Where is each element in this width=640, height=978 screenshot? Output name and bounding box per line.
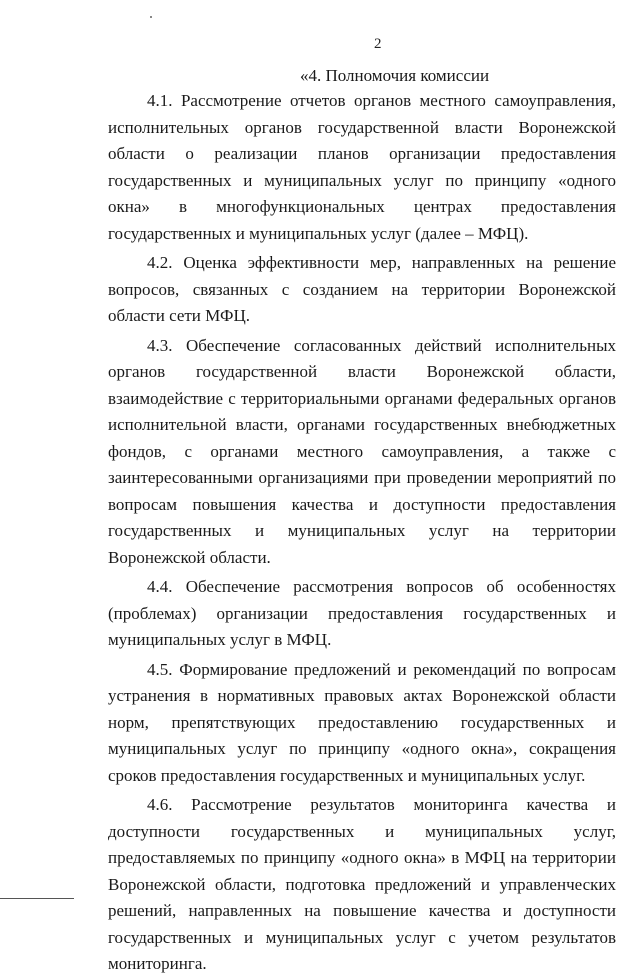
scan-speck [150,16,152,18]
scan-edge-mark [0,898,74,899]
section-title: «4. Полномочия комиссии [300,66,490,85]
paragraph-4-3: 4.3. Обеспечение согласованных действий исполнительных органов государственной власти Воронежской области, взаимодействие с территориальными органами федеральных органов исполнительной власти, органами государственных внебюджетных фондов, с органами местного самоуправления, а также с заинтересованными организациями при проведении мероприятий по вопросам повышения качества и доступности предоставления государственных и муниципальных услуг на территории Воронежской области. [108,335,616,567]
paragraph-4-4: 4.4. Обеспечение рассмотрения вопросов об особенностях (проблемах) организации предоставления государственных и муниципальных услуг в МФЦ. [108,577,616,649]
paragraph-4-1: 4.1. Рассмотрение отчетов органов местного самоуправления, исполнительных органов государственной власти Воронежской области о реализации планов организации предоставления государственных и муниципальных услуг по принципу «одного окна» в многофункциональных центрах предоставления государственных и муниципальных услуг (далее – МФЦ). [108,91,616,243]
page-number: 2 [374,36,382,52]
paragraph-4-2: 4.2. Оценка эффективности мер, направленных на решение вопросов, связанных с созданием на территории Воронежской области сети МФЦ. [108,253,616,325]
paragraph-4-5: 4.5. Формирование предложений и рекомендаций по вопросам устранения в нормативных правовых актах Воронежской области норм, препятствующих предоставлению государственных и муниципальных услуг по принципу «одного окна», сокращения сроков предоставления государственных и муниципальных услуг. [108,659,616,785]
paragraph-4-6: 4.6. Рассмотрение результатов мониторинга качества и доступности государственных и муниципальных услуг, предоставляемых по принципу «одного окна» в МФЦ на территории Воронежской области, подготовка предложений и управленческих решений, направленных на повышение качества и доступности государственных и муниципальных услуг с учетом результатов мониторинга. [108,795,616,973]
document-body [108,88,616,978]
